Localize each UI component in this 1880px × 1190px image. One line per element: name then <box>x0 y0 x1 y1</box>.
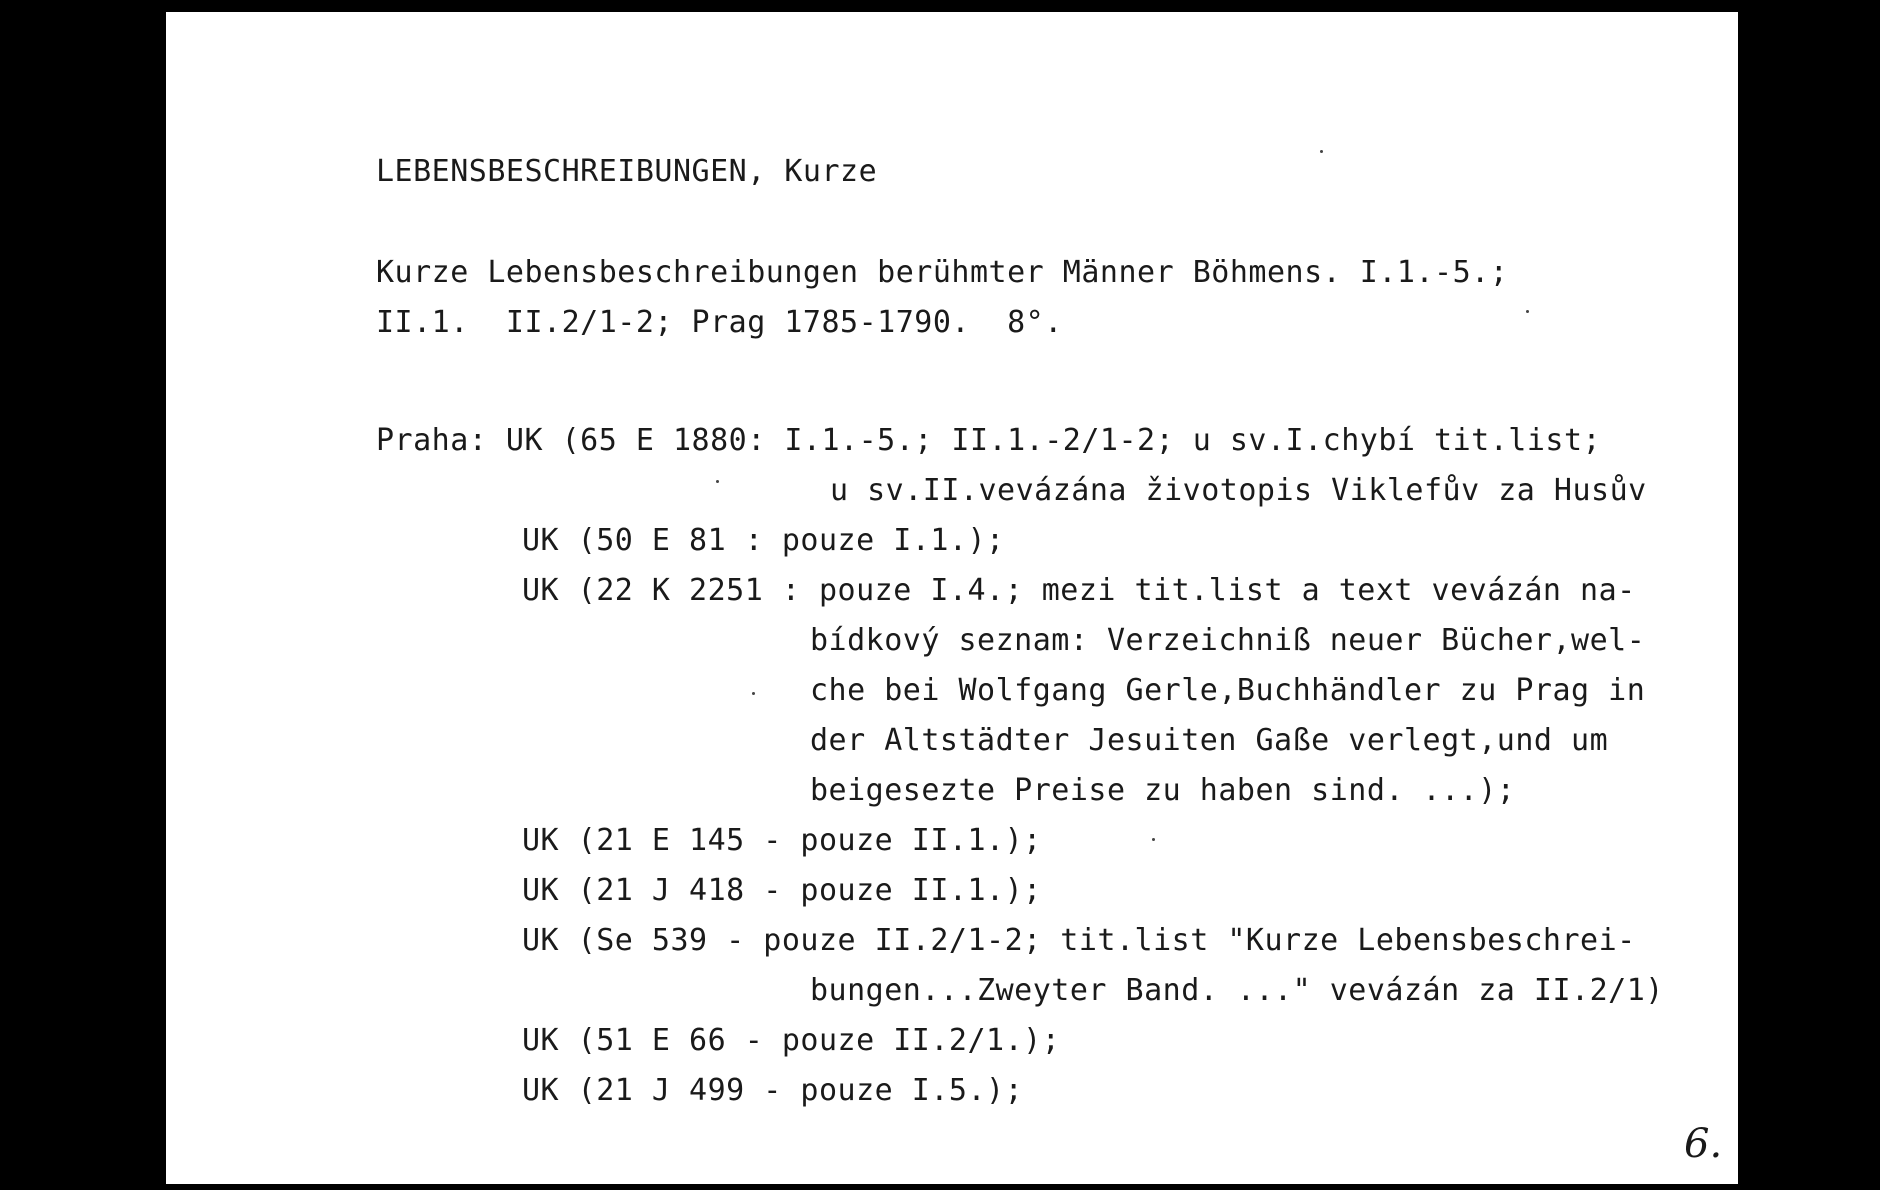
holding-line: UK (21 J 499 - pouze I.5.); <box>522 1073 1024 1108</box>
scan-speck <box>1152 838 1155 841</box>
holding-line: der Altstädter Jesuiten Gaße verlegt,und um <box>810 723 1609 758</box>
holding-line: bídkový seznam: Verzeichniß neuer Bücher,wel- <box>810 623 1646 658</box>
holding-line: bungen...Zweyter Band. ..." vevázán za II.2/1) <box>810 973 1664 1008</box>
title-line-1: Kurze Lebensbeschreibungen berühmter Männer Böhmens. I.1.-5.; <box>376 255 1509 290</box>
holding-line: beigesezte Preise zu haben sind. ...); <box>810 773 1516 808</box>
holding-line: che bei Wolfgang Gerle,Buchhändler zu Prag in <box>810 673 1646 708</box>
scan-speck <box>716 480 719 483</box>
holding-line: UK (21 J 418 - pouze II.1.); <box>522 873 1042 908</box>
scan-speck <box>752 692 755 695</box>
holding-line: UK (22 K 2251 : pouze I.4.; mezi tit.list a text vevázán na- <box>522 573 1636 608</box>
holding-line: UK (Se 539 - pouze II.2/1-2; tit.list "Kurze Lebensbeschrei- <box>522 923 1636 958</box>
holding-line: u sv.II.vevázána životopis Viklefův za Husův <box>830 473 1647 508</box>
holding-line: UK (50 E 81 : pouze I.1.); <box>522 523 1005 558</box>
catalog-card <box>166 12 1738 1184</box>
holding-line: UK (51 E 66 - pouze II.2/1.); <box>522 1023 1061 1058</box>
scan-speck <box>1320 150 1323 153</box>
scan-speck <box>1526 310 1529 313</box>
holding-line: Praha: UK (65 E 1880: I.1.-5.; II.1.-2/1-2; u sv.I.chybí tit.list; <box>376 423 1602 458</box>
title-line-2: II.1. II.2/1-2; Prag 1785-1790. 8°. <box>376 305 1063 340</box>
card-heading: LEBENSBESCHREIBUNGEN, Kurze <box>376 154 878 189</box>
page-number: 6. <box>1684 1121 1723 1167</box>
holding-line: UK (21 E 145 - pouze II.1.); <box>522 823 1042 858</box>
